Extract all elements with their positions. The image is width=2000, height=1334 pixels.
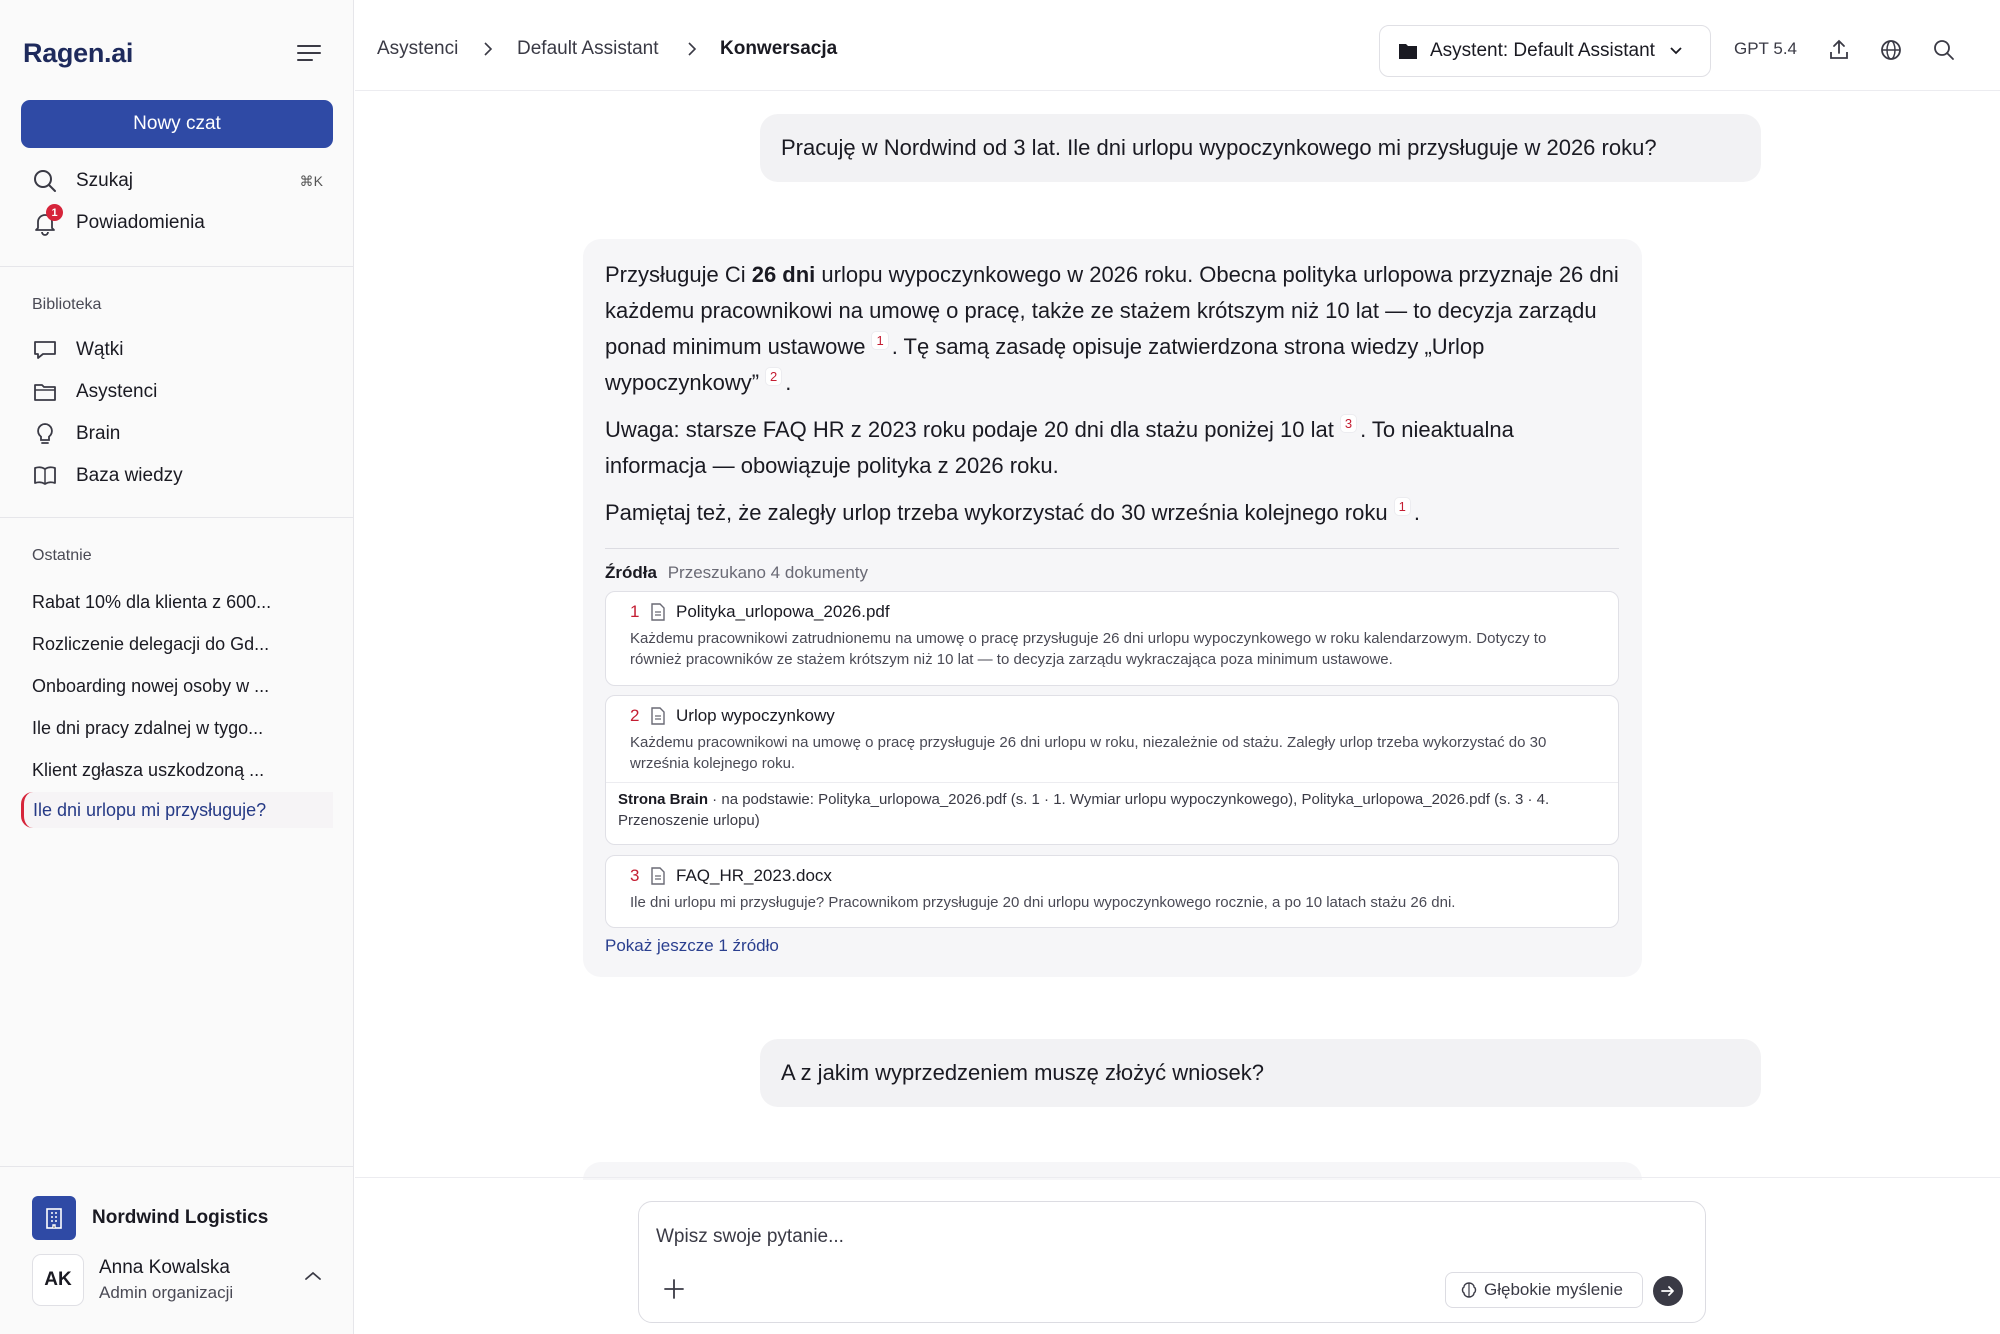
answer-paragraph: Pamiętaj też, że zaległy urlop trzeba wykorzystać do 30 września kolejnego roku 1 . — [605, 499, 1420, 525]
source-snippet: Każdemu pracownikowi na umowę o pracę przysługuje 26 dni urlopu w roku, niezależnie od stażu. Zaległy urlop trzeba wykorzystać do 30 września kolejnego roku. — [630, 734, 1547, 772]
source-title: Urlop wypoczynkowy — [676, 706, 835, 725]
recent-chat-item[interactable]: Rabat 10% dla klienta z 600... — [32, 591, 272, 612]
question-input[interactable] — [656, 1226, 1656, 1248]
source-snippet: Każdemu pracownikowi zatrudnionemu na umowę o pracę przysługuje 26 dni urlopu wypoczynkowego w roku kalendarzowym. Dotyczy to również pracowników ze stażem krótszym niż 10 lat — to decyzja zarządu wykraczająca poza minimum ustawowe. — [630, 630, 1547, 668]
sidebar-item-label: Brain — [76, 423, 121, 444]
notifications-item[interactable] — [21, 205, 333, 241]
assistant-select[interactable] — [1379, 25, 1711, 77]
source-card[interactable] — [605, 855, 1619, 928]
search-item[interactable] — [21, 163, 333, 199]
top-bar — [355, 10, 2000, 91]
chat-bubble-icon — [32, 337, 58, 363]
lightbulb-icon — [32, 421, 58, 447]
source-number: 1 — [630, 602, 640, 621]
source-number: 3 — [630, 866, 640, 885]
model-selector[interactable]: GPT 5.4 — [1734, 39, 1797, 58]
notifications-label: Powiadomienia — [76, 212, 205, 233]
source-title: FAQ_HR_2023.docx — [676, 866, 832, 885]
sidebar-item-threads[interactable] — [21, 332, 333, 368]
recent-chat-item[interactable]: Klient zgłasza uszkodzoną ... — [32, 759, 265, 780]
composer — [638, 1201, 1706, 1323]
chevron-right-icon — [483, 41, 493, 57]
new-chat-button[interactable]: Nowy czat — [21, 100, 333, 148]
avatar: AK — [32, 1254, 84, 1306]
deep-thinking-toggle[interactable] — [1445, 1272, 1643, 1308]
deep-thinking-label: Głębokie myślenie — [1484, 1280, 1623, 1299]
brain-icon — [1460, 1281, 1478, 1299]
citation-marker[interactable]: 2 — [765, 367, 782, 386]
sidebar-item-label: Wątki — [76, 339, 124, 360]
breadcrumb-current: Konwersacja — [720, 38, 838, 59]
recent-chat-item[interactable]: Onboarding nowej osoby w ... — [32, 675, 270, 696]
bell-icon — [32, 206, 58, 236]
user-name: Anna Kowalska — [99, 1257, 230, 1278]
sidebar-item-knowledge-base[interactable] — [21, 458, 333, 494]
document-icon — [650, 603, 666, 621]
sidebar-item-assistants[interactable] — [21, 374, 333, 410]
collapse-sidebar-icon[interactable] — [296, 42, 322, 64]
source-title: Polityka_urlopowa_2026.pdf — [676, 602, 890, 621]
sources-header — [605, 548, 1619, 583]
user-menu[interactable] — [32, 1252, 324, 1308]
user-message: Pracuję w Nordwind od 3 lat. Ile dni urlopu wypoczynkowego mi przysługuje w 2026 roku? — [760, 114, 1761, 182]
organization-switcher[interactable] — [32, 1196, 268, 1240]
source-snippet: Ile dni urlopu mi przysługuje? Pracownikom przysługuje 20 dni urlopu wypoczynkowego rocznie, a po 10 latach stażu 26 dni. — [630, 894, 1456, 911]
document-icon — [650, 707, 666, 725]
source-card[interactable] — [605, 695, 1619, 845]
sidebar-item-label: Asystenci — [76, 381, 158, 402]
chevron-down-icon — [1669, 46, 1683, 56]
assistant-select-label: Asystent: Default Assistant — [1430, 40, 1655, 61]
folder-icon — [32, 379, 58, 405]
user-message: A z jakim wyprzedzeniem muszę złożyć wniosek? — [760, 1039, 1761, 1107]
sources-title: Źródła — [605, 563, 657, 582]
source-number: 2 — [630, 706, 640, 725]
citation-marker[interactable]: 1 — [871, 331, 888, 350]
brain-page-note: Strona Brain · na podstawie: Polityka_urlopowa_2026.pdf (s. 1 · 1. Wymiar urlopu wypoczynkowego), Polityka_urlopowa_2026.pdf (s. 3 · 4. Przenoszenie urlopu) — [606, 782, 1618, 831]
breadcrumb-assistant[interactable]: Default Assistant — [517, 38, 659, 59]
recent-chat-item[interactable]: Rozliczenie delegacji do Gd... — [32, 633, 270, 654]
search-icon[interactable] — [1932, 38, 1956, 62]
assistant-message — [583, 239, 1642, 977]
app-logo[interactable]: Ragen.ai — [23, 38, 134, 68]
globe-icon[interactable] — [1879, 38, 1903, 62]
send-button[interactable] — [1653, 1276, 1683, 1306]
breadcrumb-assistants[interactable]: Asystenci — [377, 38, 459, 59]
book-icon — [32, 463, 58, 489]
sidebar-item-label: Baza wiedzy — [76, 465, 183, 486]
show-more-sources-link[interactable]: Pokaż jeszcze 1 źródło — [605, 936, 779, 955]
sidebar-item-brain[interactable] — [21, 416, 333, 452]
folder-icon — [1398, 42, 1418, 60]
source-card[interactable] — [605, 591, 1619, 686]
user-role: Admin organizacji — [99, 1283, 234, 1302]
search-label: Szukaj — [76, 170, 134, 191]
search-icon — [32, 168, 58, 194]
library-title: Biblioteka — [32, 296, 102, 313]
attach-plus-icon[interactable] — [663, 1278, 685, 1300]
recent-title: Ostatnie — [32, 547, 92, 564]
arrow-right-icon — [1660, 1283, 1676, 1299]
answer-paragraph: Uwaga: starsze FAQ HR z 2023 roku podaje 20 dni dla stażu poniżej 10 lat 3 . To nieaktualna informacja — obowiązuje polityka z 2026 roku. — [605, 416, 1514, 478]
search-shortcut: ⌘K — [299, 172, 323, 189]
sources-subtitle: Przeszukano 4 dokumenty — [667, 563, 869, 582]
divider — [0, 517, 354, 518]
highlight-days: 26 dni — [751, 262, 816, 287]
recent-chat-item-active[interactable]: Ile dni urlopu mi przysługuje? — [21, 792, 333, 828]
citation-marker[interactable]: 3 — [1340, 414, 1357, 433]
document-icon — [650, 867, 666, 885]
chevron-right-icon — [687, 41, 697, 57]
sidebar — [0, 0, 354, 1334]
citation-marker[interactable]: 1 — [1394, 497, 1411, 516]
building-icon — [32, 1196, 76, 1240]
divider — [0, 1166, 354, 1167]
answer-paragraph: Przysługuje Ci 26 dni urlopu wypoczynkowego w 2026 roku. Obecna polityka urlopowa przyznaje 26 dni każdemu pracownikowi na umowę o pracę, także ze stażem krótszym niż 10 lat — to decyzja zarządu ponad minimum ustawowe 1 . Tę samą zasadę opisuje zatwierdzona strona wiedzy „Urlop wypoczynkowy” 2 . — [605, 262, 1619, 395]
organization-name: Nordwind Logistics — [92, 1207, 269, 1228]
chevron-up-icon[interactable] — [304, 1270, 322, 1282]
divider — [355, 1177, 2000, 1178]
share-icon[interactable] — [1827, 38, 1851, 62]
recent-chat-item[interactable]: Ile dni pracy zdalnej w tygo... — [32, 717, 264, 738]
divider — [0, 266, 354, 267]
notification-badge: 1 — [46, 204, 63, 221]
